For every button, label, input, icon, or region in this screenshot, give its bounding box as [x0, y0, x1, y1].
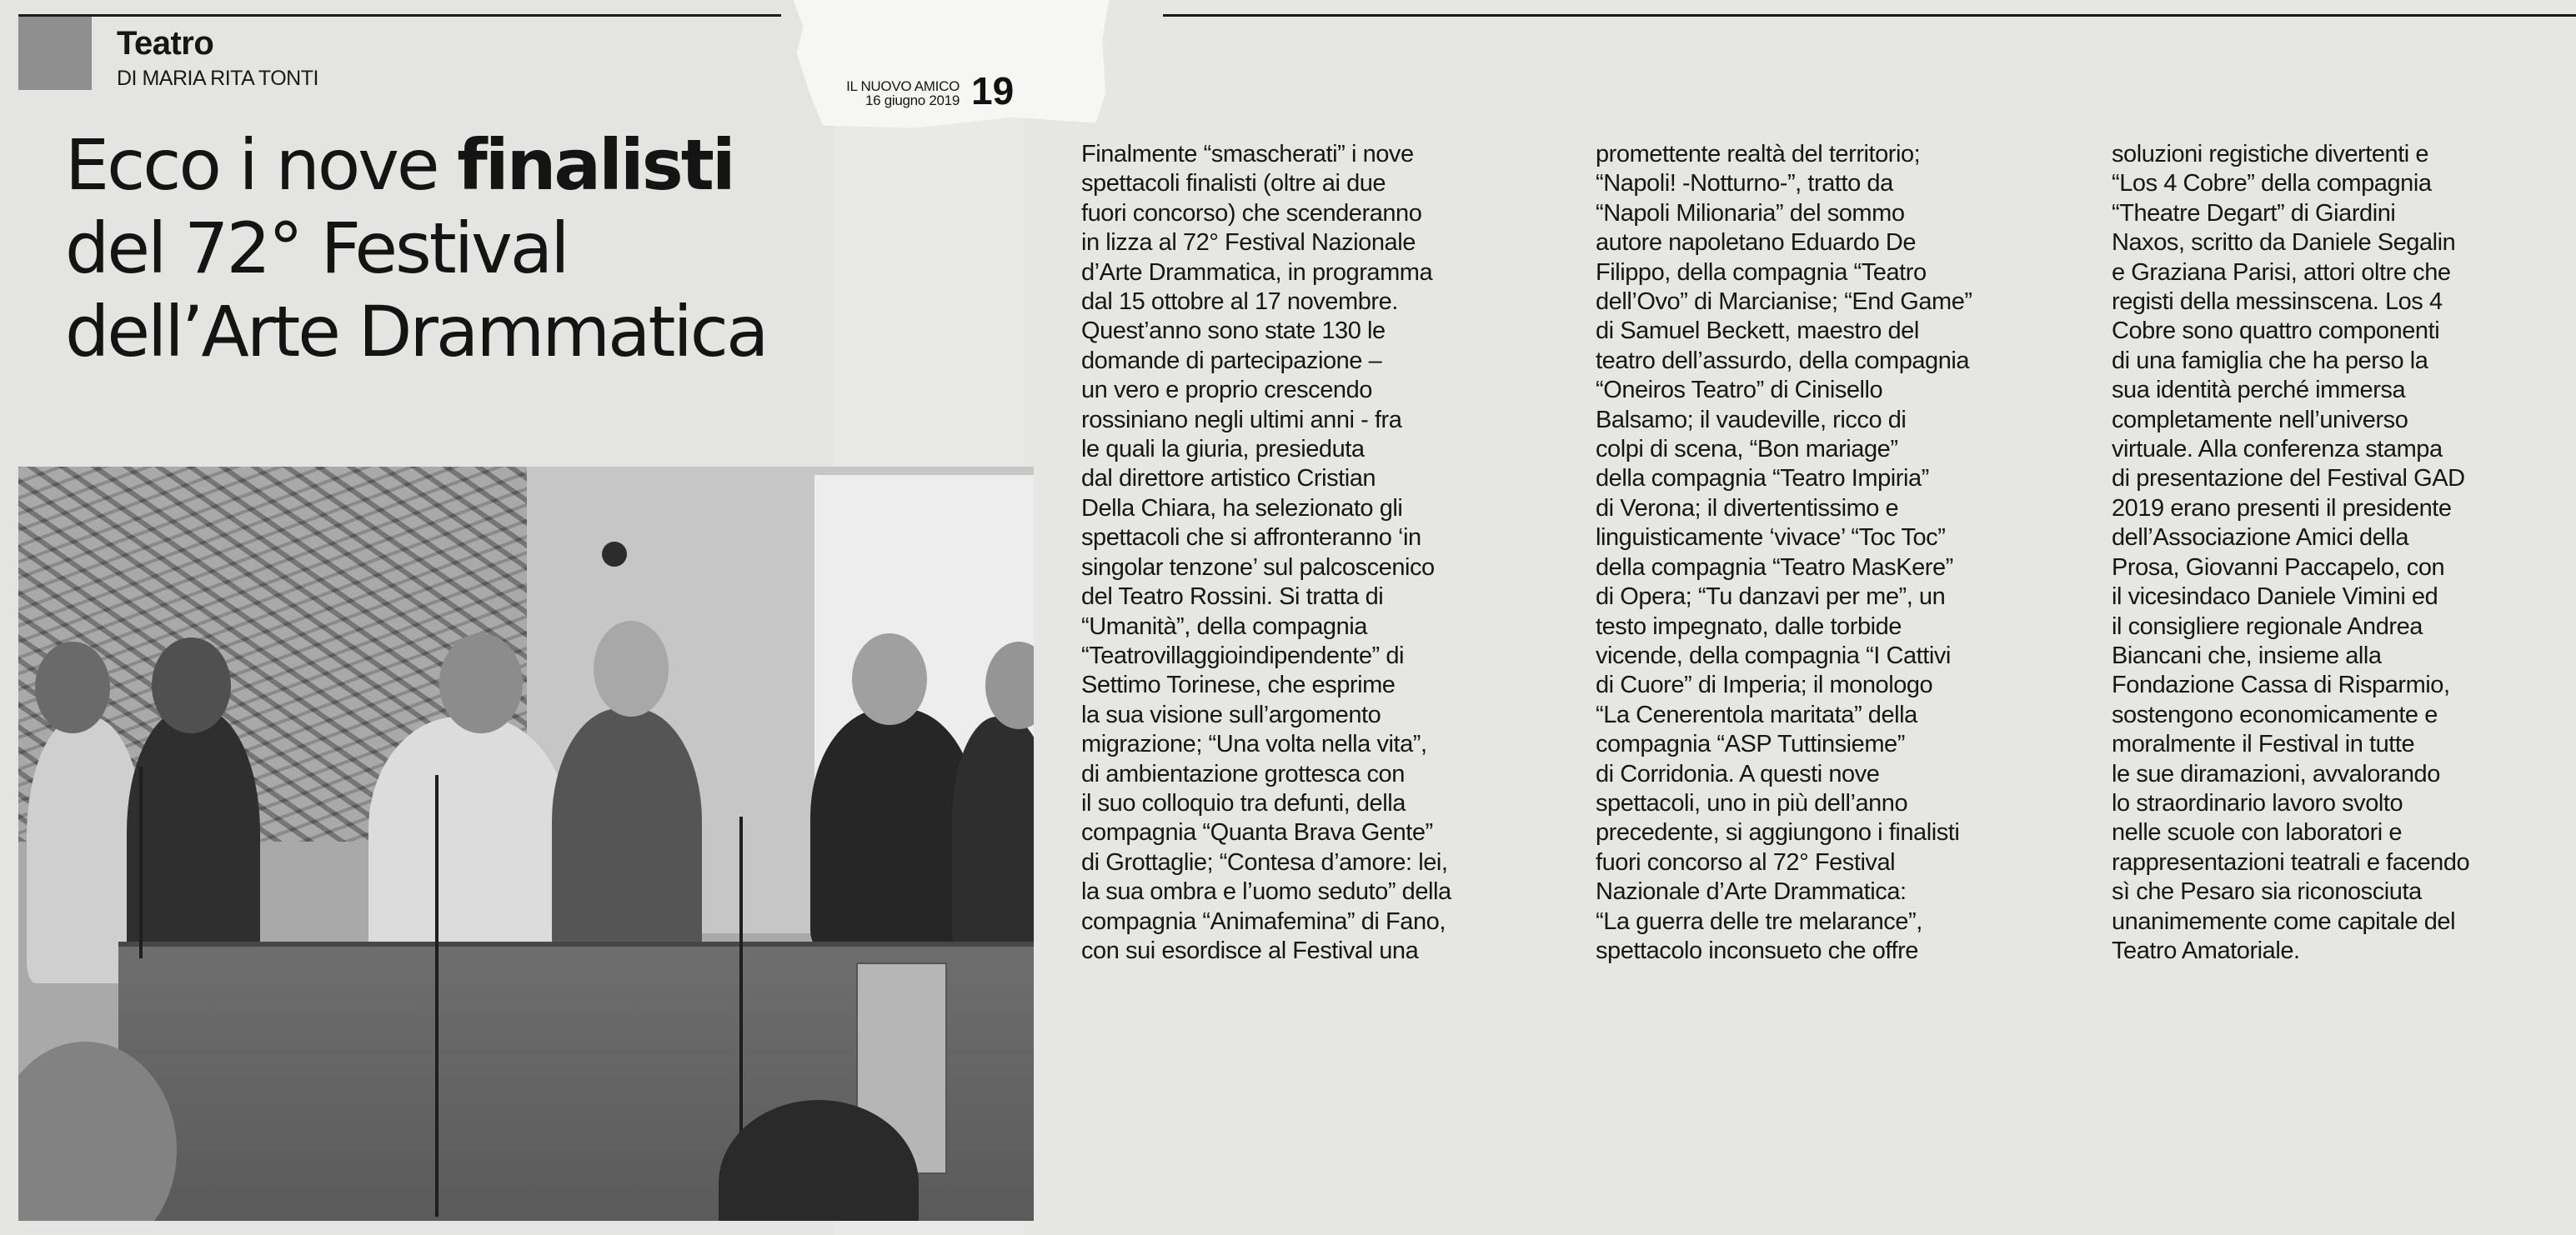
- article-text-line: “Theatre Degart” di Giardini: [2112, 199, 2396, 227]
- article-text-line: di Opera; “Tu danzavi per me”, un: [1596, 583, 1946, 611]
- article-text-line: in lizza al 72° Festival Nazionale: [1081, 229, 1416, 257]
- section-title: Teatro: [117, 25, 214, 62]
- article-text-line: “Oneiros Teatro” di Cinisello: [1596, 377, 1883, 404]
- article-text-line: Cobre sono quattro componenti: [2112, 318, 2440, 345]
- article-text-line: Balsamo; il vaudeville, ricco di: [1596, 406, 1907, 433]
- article-text-line: spettacoli, uno in più dell’anno: [1596, 789, 1908, 817]
- section-color-block: [18, 17, 92, 90]
- panelist: [552, 708, 702, 958]
- article-text-line: Quest’anno sono state 130 le: [1081, 318, 1386, 345]
- article-text-line: singolar tenzone’ sul palcoscenico: [1081, 553, 1435, 581]
- article-text-line: “Umanità”, della compagnia: [1081, 612, 1367, 640]
- microphone-icon: [435, 775, 439, 1217]
- author-byline: DI MARIA RITA TONTI: [117, 67, 318, 90]
- article-text-line: soluzioni registiche divertenti e: [2112, 141, 2429, 168]
- article-text-line: colpi di scena, “Bon mariage”: [1596, 436, 1898, 463]
- article-text-line: unanimemente come capitale del: [2112, 908, 2456, 935]
- torn-paper-patch: [784, 0, 1109, 133]
- article-column-1: [1081, 140, 1581, 966]
- article-text-line: Della Chiara, ha selezionato gli: [1081, 494, 1403, 522]
- article-text-line: compagnia “Quanta Brava Gente”: [1081, 819, 1433, 847]
- article-text-line: moralmente il Festival in tutte: [2112, 731, 2415, 758]
- article-column-2: [1596, 140, 2096, 966]
- headline-line-3: dell’Arte Drammatica: [65, 291, 767, 372]
- publication-name: IL NUOVO AMICO: [846, 78, 960, 94]
- article-text-line: Finalmente “smascherati” i nove: [1081, 141, 1414, 168]
- article-text-line: spettacoli che si affronteranno ‘in: [1081, 524, 1421, 552]
- panelist: [368, 717, 569, 967]
- article-text-line: Teatro Amatoriale.: [2112, 937, 2300, 964]
- article-text-line: precedente, si aggiungono i finalisti: [1596, 819, 1960, 847]
- article-text-line: domande di partecipazione –: [1081, 347, 1382, 374]
- header-rule: [18, 14, 781, 17]
- article-text-line: di Cuore” di Imperia; il monologo: [1596, 672, 1933, 699]
- page-number: 19: [971, 69, 1015, 112]
- article-text-line: e Graziana Parisi, attori oltre che: [2112, 258, 2451, 286]
- article-text-line: della compagnia “Teatro Impiria”: [1596, 465, 1929, 492]
- article-column-3: [2112, 140, 2576, 966]
- article-text-line: testo impegnato, dalle torbide: [1596, 612, 1902, 640]
- headline-bold: finalisti: [457, 124, 734, 206]
- article-text-line: dal direttore artistico Cristian: [1081, 465, 1376, 492]
- masthead: [828, 79, 960, 108]
- article-text-line: virtuale. Alla conferenza stampa: [2112, 436, 2443, 463]
- issue-date: 16 giugno 2019: [865, 92, 960, 108]
- article-text-line: lo straordinario lavoro svolto: [2112, 789, 2403, 817]
- article-text-line: Nazionale d’Arte Drammatica:: [1596, 878, 1907, 906]
- article-text-line: rossiniano negli ultimi anni - fra: [1081, 406, 1402, 433]
- article-text-line: nelle scuole con laboratori e: [2112, 819, 2403, 847]
- article-text-line: di presentazione del Festival GAD: [2112, 465, 2465, 492]
- press-conference-photo: [18, 467, 1034, 1221]
- article-text-line: completamente nell’universo: [2112, 406, 2408, 433]
- article-text-line: linguisticamente ‘vivace’ “Toc Toc”: [1596, 524, 1946, 552]
- article-text-line: “Los 4 Cobre” della compagnia: [2112, 170, 2432, 198]
- article-text-line: spettacolo inconsueto che offre: [1596, 937, 1918, 964]
- article-text-line: 2019 erano presenti il presidente: [2112, 494, 2452, 522]
- article-text-line: vicende, della compagnia “I Cattivi: [1596, 642, 1951, 669]
- article-text-line: “Teatrovillaggioindipendente” di: [1081, 642, 1405, 669]
- article-text-line: spettacoli finalisti (oltre ai due: [1081, 170, 1386, 198]
- article-text-line: Prosa, Giovanni Paccapelo, con: [2112, 553, 2445, 581]
- article-text-line: Biancani che, insieme alla: [2112, 642, 2382, 669]
- article-text-line: sì che Pesaro sia riconosciuta: [2112, 878, 2422, 906]
- article-text-line: dal 15 ottobre al 17 novembre.: [1081, 288, 1398, 316]
- panelist-head: [594, 621, 669, 717]
- article-text-line: fuori concorso al 72° Festival: [1596, 848, 1896, 876]
- article-text-line: di Verona; il divertentissimo e: [1596, 494, 1899, 522]
- article-text-line: del Teatro Rossini. Si tratta di: [1081, 583, 1384, 611]
- article-text-line: “Napoli Milionaria” del sommo: [1596, 199, 1905, 227]
- article-text-line: sua identità perché immersa: [2112, 377, 2406, 404]
- security-camera-icon: [602, 542, 627, 567]
- article-text-line: di ambientazione grottesca con: [1081, 760, 1405, 788]
- article-text-line: di Samuel Beckett, maestro del: [1596, 318, 1919, 345]
- header-rule: [1163, 14, 2576, 17]
- microphone-icon: [139, 767, 143, 958]
- panelist-head: [439, 633, 523, 733]
- article-text-line: d’Arte Drammatica, in programma: [1081, 258, 1433, 286]
- article-text-line: Filippo, della compagnia “Teatro: [1596, 258, 1927, 286]
- article-text-line: di una famiglia che ha perso la: [2112, 347, 2428, 374]
- article-text-line: con sui esordisce al Festival una: [1081, 937, 1419, 964]
- article-text-line: promettente realtà del territorio;: [1596, 141, 1921, 168]
- article-text-line: Naxos, scritto da Daniele Segalin: [2112, 229, 2456, 257]
- panelist-head: [152, 638, 231, 733]
- panelist-head: [852, 633, 927, 725]
- article-text-line: la sua ombra e l’uomo seduto” della: [1081, 878, 1451, 906]
- headline-line-2: del 72° Festival: [65, 208, 568, 289]
- headline-part: Ecco i nove: [65, 124, 458, 206]
- article-text-line: di Grottaglie; “Contesa d’amore: lei,: [1081, 848, 1448, 876]
- article-text-line: “La guerra delle tre melarance”,: [1596, 908, 1922, 935]
- article-text-line: dell’Ovo” di Marcianise; “End Game”: [1596, 288, 1972, 316]
- article-text-line: le sue diramazioni, avvalorando: [2112, 760, 2440, 788]
- article-text-line: dell’Associazione Amici della: [2112, 524, 2409, 552]
- article-text-line: registi della messinscena. Los 4: [2112, 288, 2443, 316]
- article-text-line: autore napoletano Eduardo De: [1596, 229, 1917, 257]
- article-text-line: migrazione; “Una volta nella vita”,: [1081, 731, 1427, 758]
- panelist-head: [35, 642, 110, 733]
- article-text-line: “Napoli! -Notturno-”, tratto da: [1596, 170, 1893, 198]
- article-text-line: compagnia “ASP Tuttinsieme”: [1596, 731, 1905, 758]
- article-text-line: il consigliere regionale Andrea: [2112, 612, 2423, 640]
- article-text-line: un vero e proprio crescendo: [1081, 377, 1372, 404]
- article-text-line: le quali la giuria, presieduta: [1081, 436, 1365, 463]
- article-text-line: sostengono economicamente e: [2112, 701, 2438, 728]
- article-text-line: il vicesindaco Daniele Vimini ed: [2112, 583, 2438, 611]
- article-text-line: rappresentazioni teatrali e facendo: [2112, 848, 2470, 876]
- article-headline: [65, 123, 1024, 373]
- panelist: [952, 717, 1034, 950]
- article-text-line: della compagnia “Teatro MasKere”: [1596, 553, 1953, 581]
- article-text-line: di Corridonia. A questi nove: [1596, 760, 1880, 788]
- article-text-line: teatro dell’assurdo, della compagnia: [1596, 347, 1970, 374]
- article-text-line: Fondazione Cassa di Risparmio,: [2112, 672, 2450, 699]
- article-text-line: compagnia “Animafemina” di Fano,: [1081, 908, 1446, 935]
- article-text-line: Settimo Torinese, che esprime: [1081, 672, 1396, 699]
- article-text-line: il suo colloquio tra defunti, della: [1081, 789, 1406, 817]
- article-text-line: fuori concorso) che scenderanno: [1081, 199, 1422, 227]
- article-text-line: “La Cenerentola maritata” della: [1596, 701, 1917, 728]
- article-text-line: la sua visione sull’argomento: [1081, 701, 1381, 728]
